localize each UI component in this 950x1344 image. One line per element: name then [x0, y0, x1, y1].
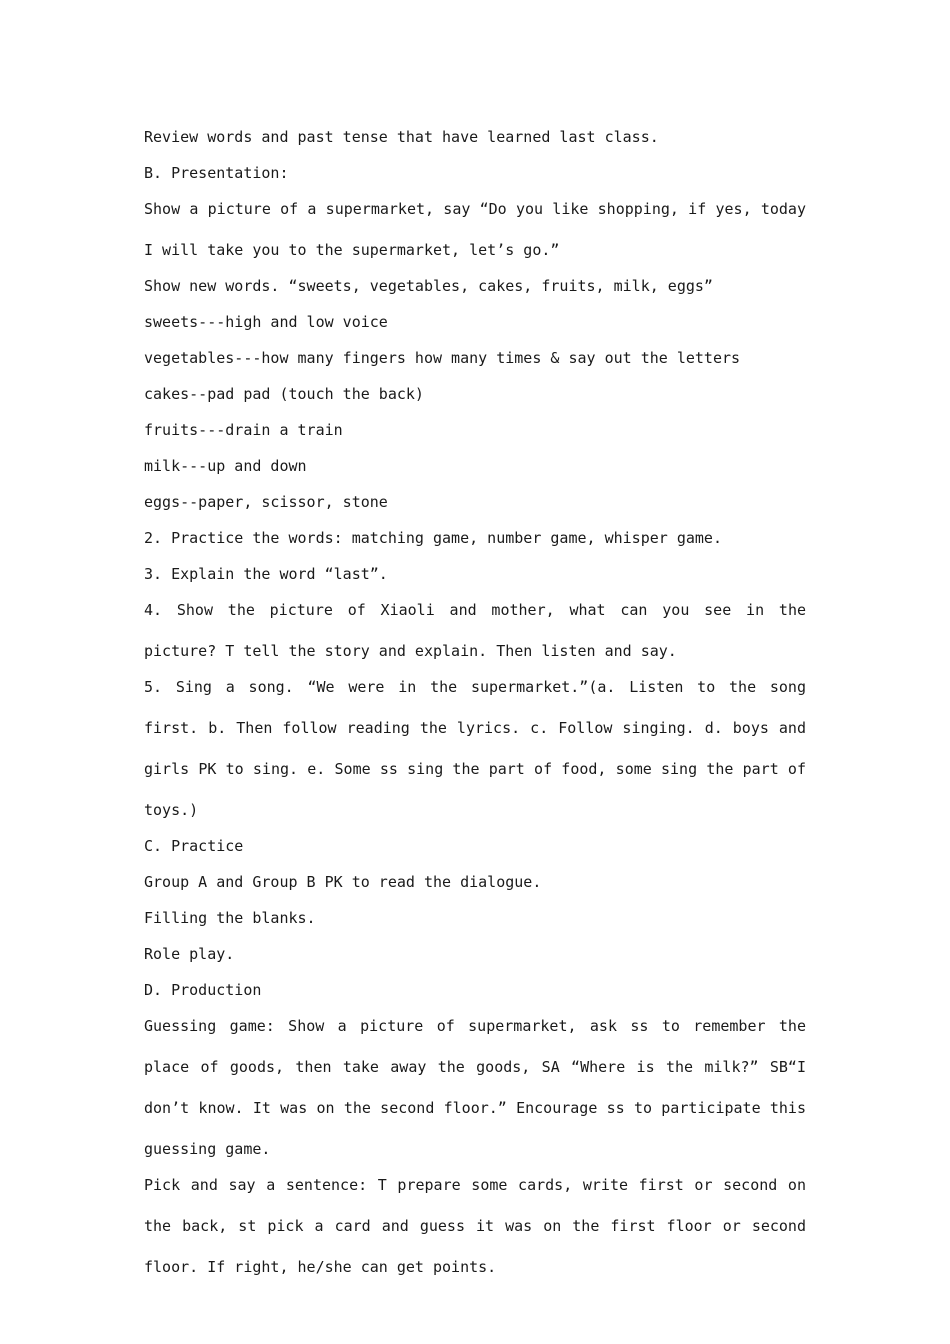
- practice-blanks-line: Filling the blanks.: [144, 909, 316, 927]
- pick-and-say-paragraph: Pick and say a sentence: T prepare some cards, write first or second on the back, st pick a card and guess it was on the first floor or second floor. If right, he/she can get points.: [144, 1176, 806, 1276]
- word-activity-cakes: cakes--pad pad (touch the back): [144, 385, 424, 403]
- step-practice-words: 2. Practice the words: matching game, number game, whisper game.: [144, 529, 722, 547]
- step-explain-last: 3. Explain the word “last”.: [144, 565, 388, 583]
- lesson-plan-body: [144, 126, 806, 1292]
- step-show-picture-paragraph: 4. Show the picture of Xiaoli and mother, what can you see in the picture? T tell the story and explain. Then listen and say.: [144, 601, 806, 660]
- section-heading-presentation: B. Presentation:: [144, 164, 289, 182]
- presentation-intro-paragraph: Show a picture of a supermarket, say “Do you like shopping, if yes, today I will take you to the supermarket, let’s go.”: [144, 200, 806, 259]
- review-line: Review words and past tense that have learned last class.: [144, 128, 659, 146]
- practice-dialogue-line: Group A and Group B PK to read the dialogue.: [144, 873, 542, 891]
- word-activity-eggs: eggs--paper, scissor, stone: [144, 493, 388, 511]
- section-heading-production: D. Production: [144, 981, 262, 999]
- word-activity-sweets: sweets---high and low voice: [144, 313, 388, 331]
- practice-role-play-line: Role play.: [144, 945, 235, 963]
- word-activity-fruits: fruits---drain a train: [144, 421, 343, 439]
- word-activity-vegetables: vegetables---how many fingers how many times & say out the letters: [144, 349, 741, 367]
- step-sing-song-paragraph: 5. Sing a song. “We were in the supermarket.”(a. Listen to the song first. b. Then follow reading the lyrics. c. Follow singing. d. boys and girls PK to sing. e. Some ss sing the part of food, some sing the part of toys.): [144, 678, 806, 819]
- new-words-line: Show new words. “sweets, vegetables, cakes, fruits, milk, eggs”: [144, 277, 713, 295]
- guessing-game-paragraph: Guessing game: Show a picture of supermarket, ask ss to remember the place of goods, then take away the goods, SA “Where is the milk?” SB“I don’t know. It was on the second floor.” Encourage ss to participate this guessing game.: [144, 1017, 806, 1158]
- word-activity-milk: milk---up and down: [144, 457, 307, 475]
- section-heading-practice: C. Practice: [144, 837, 244, 855]
